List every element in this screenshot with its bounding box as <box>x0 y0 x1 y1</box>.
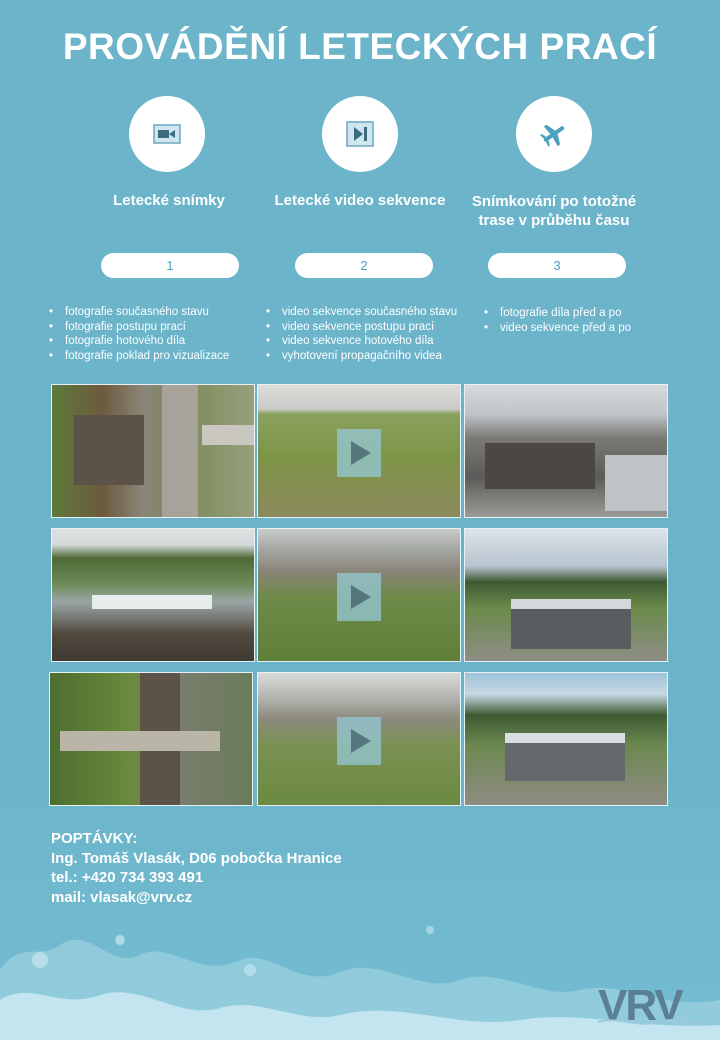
contact-phone[interactable]: tel.: +420 734 393 491 <box>51 869 204 886</box>
vrv-logo-mark <box>598 978 704 1032</box>
list-item: • video sekvence současného stavu <box>264 305 457 320</box>
video-thumbnail-town <box>257 528 461 662</box>
column-3-title: Snímkování po totožné trase v průběhu času <box>471 193 637 229</box>
column-1-title: Letecké snímky <box>113 192 225 209</box>
circle-2 <box>322 96 398 172</box>
photo-warehouse <box>464 528 668 662</box>
column-3-number: 3 <box>488 253 626 278</box>
airplane-icon <box>539 119 569 149</box>
list-item: • video sekvence před a po <box>482 321 631 336</box>
list-item: • fotografie současného stavu <box>47 305 229 320</box>
column-3-bullets <box>482 306 631 335</box>
contact-heading: POPTÁVKY: <box>51 830 138 847</box>
list-item: • vyhotovení propagačního videa <box>264 349 457 364</box>
circle-1 <box>129 96 205 172</box>
video-camera-icon <box>153 124 181 144</box>
play-overlay-icon <box>337 429 381 477</box>
photo-river-bank <box>49 672 253 806</box>
list-item: • video sekvence hotového díla <box>264 334 457 349</box>
video-thumbnail-hillside <box>257 672 461 806</box>
contact-block <box>51 829 342 907</box>
list-item: • fotografie poklad pro vizualizace <box>47 349 229 364</box>
play-overlay-icon <box>337 717 381 765</box>
play-icon <box>346 121 374 147</box>
column-2-title: Letecké video sekvence <box>274 192 446 209</box>
column-2-number: 2 <box>295 253 433 278</box>
contact-mail[interactable]: mail: vlasak@vrv.cz <box>51 888 193 906</box>
list-item: • fotografie hotového díla <box>47 334 229 349</box>
logo-text: VRV <box>598 981 682 1030</box>
list-item: • fotografie postupu prací <box>47 320 229 335</box>
list-item: • fotografie díla před a po <box>482 306 631 321</box>
photo-industrial-hall <box>464 672 668 806</box>
photo-dam-aerial <box>51 384 255 518</box>
circle-3 <box>516 96 592 172</box>
column-2-bullets <box>264 305 457 363</box>
contact-name: Ing. Tomáš Vlasák, D06 pobočka Hranice <box>51 849 342 867</box>
play-overlay-icon <box>337 573 381 621</box>
photo-construction-site <box>464 384 668 518</box>
photo-weir <box>51 528 255 662</box>
vrv-logo <box>598 978 704 1037</box>
page-title: PROVÁDĚNÍ LETECKÝCH PRACÍ <box>62 26 658 67</box>
column-1-bullets <box>47 305 229 363</box>
column-1-number: 1 <box>101 253 239 278</box>
list-item: • video sekvence postupu prací <box>264 320 457 335</box>
video-thumbnail-meadow <box>257 384 461 518</box>
